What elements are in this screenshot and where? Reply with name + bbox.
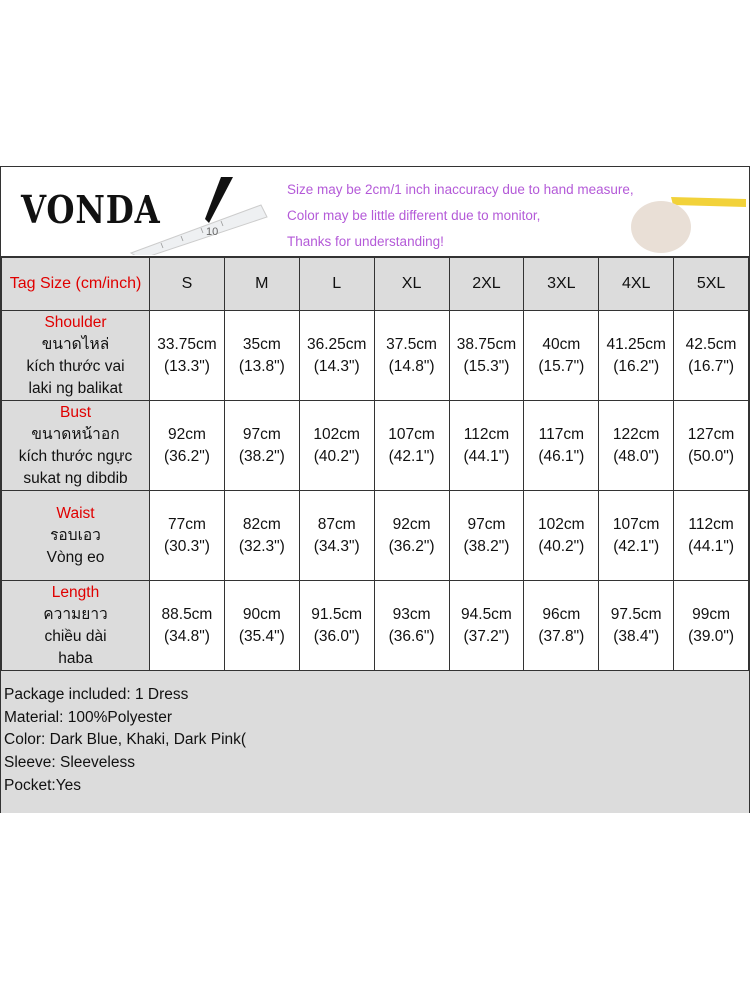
inch-value: (44.1") xyxy=(688,537,735,555)
measurement-cell xyxy=(599,581,674,671)
cm-value: 107cm xyxy=(612,515,660,533)
measurement-cell xyxy=(224,401,299,491)
cm-value: 82cm xyxy=(242,515,281,533)
measurement-translation: kích thước vai xyxy=(26,357,125,375)
cm-value: 38.75cm xyxy=(456,335,517,353)
size-header-3xl: 3XL xyxy=(524,258,599,311)
measurement-cell xyxy=(524,401,599,491)
measurement-row-shoulder xyxy=(2,311,749,401)
size-chart xyxy=(0,166,750,813)
cm-value: 40cm xyxy=(542,335,581,353)
inch-value: (37.8") xyxy=(538,627,585,645)
info-line: Sleeve: Sleeveless xyxy=(4,754,135,772)
inch-value: (38.2") xyxy=(463,537,510,555)
info-line: Color: Dark Blue, Khaki, Dark Pink( xyxy=(4,731,247,749)
measurement-cell xyxy=(374,581,449,671)
measurement-cell xyxy=(299,401,374,491)
measurement-cell xyxy=(674,311,749,401)
measurement-translation: chiều dài xyxy=(44,627,107,645)
measurement-translation: kích thước ngực xyxy=(18,447,133,465)
measurement-cell xyxy=(150,581,225,671)
pencil-ruler-icon xyxy=(121,175,271,255)
measurement-cell xyxy=(524,491,599,581)
measurement-translation: ความยาว xyxy=(43,605,108,623)
info-line: Pocket:Yes xyxy=(4,776,81,794)
measurement-cell xyxy=(599,311,674,401)
inch-value: (30.3") xyxy=(163,537,210,555)
inch-value: (50.0") xyxy=(688,447,735,465)
inch-value: (36.2") xyxy=(388,537,435,555)
measurement-cell xyxy=(299,581,374,671)
inch-value: (16.2") xyxy=(613,357,660,375)
size-header-s: S xyxy=(150,258,225,311)
measurement-label xyxy=(2,401,150,491)
cm-value: 37.5cm xyxy=(386,335,437,353)
svg-text:10: 10 xyxy=(206,226,219,238)
size-table xyxy=(1,257,749,671)
cm-value: 92cm xyxy=(167,425,206,443)
inch-value: (13.3") xyxy=(163,357,210,375)
inch-value: (36.0") xyxy=(313,627,360,645)
cm-value: 102cm xyxy=(538,515,585,533)
size-header-l: L xyxy=(299,258,374,311)
inch-value: (32.3") xyxy=(238,537,285,555)
inch-value: (34.8") xyxy=(163,627,210,645)
inch-value: (13.8") xyxy=(238,357,285,375)
cm-value: 92cm xyxy=(392,515,431,533)
measurement-cell xyxy=(674,581,749,671)
measurement-title: Bust xyxy=(59,403,91,421)
measurement-cell xyxy=(599,491,674,581)
measurement-title: Shoulder xyxy=(44,313,107,331)
inch-value: (48.0") xyxy=(613,447,660,465)
cm-value: 97cm xyxy=(467,515,506,533)
measurement-cell xyxy=(150,491,225,581)
inch-value: (40.2") xyxy=(313,447,360,465)
cm-value: 112cm xyxy=(463,425,510,443)
cm-value: 36.25cm xyxy=(306,335,367,353)
measurement-translation: haba xyxy=(58,649,93,667)
measurement-cell xyxy=(449,401,524,491)
measurement-cell xyxy=(299,311,374,401)
cm-value: 102cm xyxy=(313,425,360,443)
measurement-label xyxy=(2,491,150,581)
size-header-xl: XL xyxy=(374,258,449,311)
measurement-cell xyxy=(150,311,225,401)
cm-value: 112cm xyxy=(688,515,734,533)
brand-logo: VONDA xyxy=(21,187,161,232)
measurement-cell xyxy=(374,401,449,491)
banner xyxy=(1,167,749,257)
cm-value: 90cm xyxy=(242,605,281,623)
measurement-cell xyxy=(224,491,299,581)
measurement-cell xyxy=(449,311,524,401)
hand-tape-measure-icon xyxy=(601,177,746,255)
cm-value: 91.5cm xyxy=(311,605,363,623)
inch-value: (36.6") xyxy=(388,627,435,645)
measurement-cell xyxy=(374,311,449,401)
measurement-row-length xyxy=(2,581,749,671)
note-line: Size may be 2cm/1 inch inaccuracy due to hand measure, xyxy=(287,182,634,197)
measurement-row-bust xyxy=(2,401,749,491)
measurement-cell xyxy=(224,311,299,401)
size-header-4xl: 4XL xyxy=(599,258,674,311)
inch-value: (37.2") xyxy=(463,627,510,645)
inch-value: (14.3") xyxy=(313,357,360,375)
product-info xyxy=(1,670,749,813)
inch-value: (39.0") xyxy=(688,627,735,645)
measurement-row-waist xyxy=(2,491,749,581)
tag-size-label: Tag Size (cm/inch) xyxy=(2,258,150,311)
cm-value: 96cm xyxy=(542,605,581,623)
inch-value: (35.4") xyxy=(238,627,285,645)
cm-value: 41.25cm xyxy=(606,335,666,353)
measurement-translation: sukat ng dibdib xyxy=(23,469,128,487)
measurement-cell xyxy=(599,401,674,491)
measurement-cell xyxy=(449,581,524,671)
cm-value: 35cm xyxy=(242,335,281,353)
size-header-m: M xyxy=(224,258,299,311)
cm-value: 33.75cm xyxy=(157,335,217,353)
inch-value: (16.7") xyxy=(688,357,735,375)
cm-value: 87cm xyxy=(317,515,356,533)
measurement-cell xyxy=(224,581,299,671)
measurement-translation: รอบเอว xyxy=(50,526,101,544)
inch-value: (38.2") xyxy=(238,447,285,465)
inch-value: (36.2") xyxy=(163,447,210,465)
info-line: Material: 100%Polyester xyxy=(4,708,172,726)
inch-value: (44.1") xyxy=(463,447,510,465)
measurement-cell xyxy=(524,581,599,671)
cm-value: 99cm xyxy=(692,605,731,623)
inch-value: (34.3") xyxy=(313,537,360,555)
size-header-5xl: 5XL xyxy=(674,258,749,311)
measurement-label xyxy=(2,311,150,401)
measurement-cell xyxy=(150,401,225,491)
cm-value: 97cm xyxy=(242,425,281,443)
cm-value: 42.5cm xyxy=(685,335,737,353)
cm-value: 122cm xyxy=(612,425,660,443)
measurement-title: Length xyxy=(51,583,100,601)
cm-value: 117cm xyxy=(538,425,584,443)
inch-value: (40.2") xyxy=(538,537,585,555)
size-header-row xyxy=(2,258,749,311)
measurement-cell xyxy=(524,311,599,401)
measurement-translation: laki ng balikat xyxy=(28,379,123,397)
measurement-translation: Vòng eo xyxy=(46,548,105,566)
measurement-notes xyxy=(287,177,634,255)
inch-value: (15.7") xyxy=(538,357,585,375)
measurement-cell xyxy=(374,491,449,581)
note-line: Thanks for understanding! xyxy=(287,234,444,249)
measurement-cell xyxy=(299,491,374,581)
measurement-cell xyxy=(674,401,749,491)
cm-value: 127cm xyxy=(687,425,735,443)
measurement-title: Waist xyxy=(56,504,95,522)
cm-value: 93cm xyxy=(392,605,431,623)
size-header-2xl: 2XL xyxy=(449,258,524,311)
measurement-translation: ขนาดหน้าอก xyxy=(31,425,120,443)
cm-value: 107cm xyxy=(388,425,435,443)
cm-value: 77cm xyxy=(167,515,206,533)
cm-value: 88.5cm xyxy=(161,605,213,623)
inch-value: (15.3") xyxy=(463,357,510,375)
info-line: Package included: 1 Dress xyxy=(4,686,189,703)
inch-value: (42.1") xyxy=(388,447,435,465)
inch-value: (42.1") xyxy=(613,537,660,555)
inch-value: (46.1") xyxy=(538,447,585,465)
inch-value: (38.4") xyxy=(613,627,660,645)
inch-value: (14.8") xyxy=(388,357,435,375)
measurement-cell xyxy=(449,491,524,581)
cm-value: 94.5cm xyxy=(461,605,512,623)
note-line: Color may be little different due to monitor, xyxy=(287,208,541,223)
measurement-label xyxy=(2,581,150,671)
cm-value: 97.5cm xyxy=(610,605,662,623)
measurement-translation: ขนาดไหล่ xyxy=(41,335,110,353)
measurement-cell xyxy=(674,491,749,581)
